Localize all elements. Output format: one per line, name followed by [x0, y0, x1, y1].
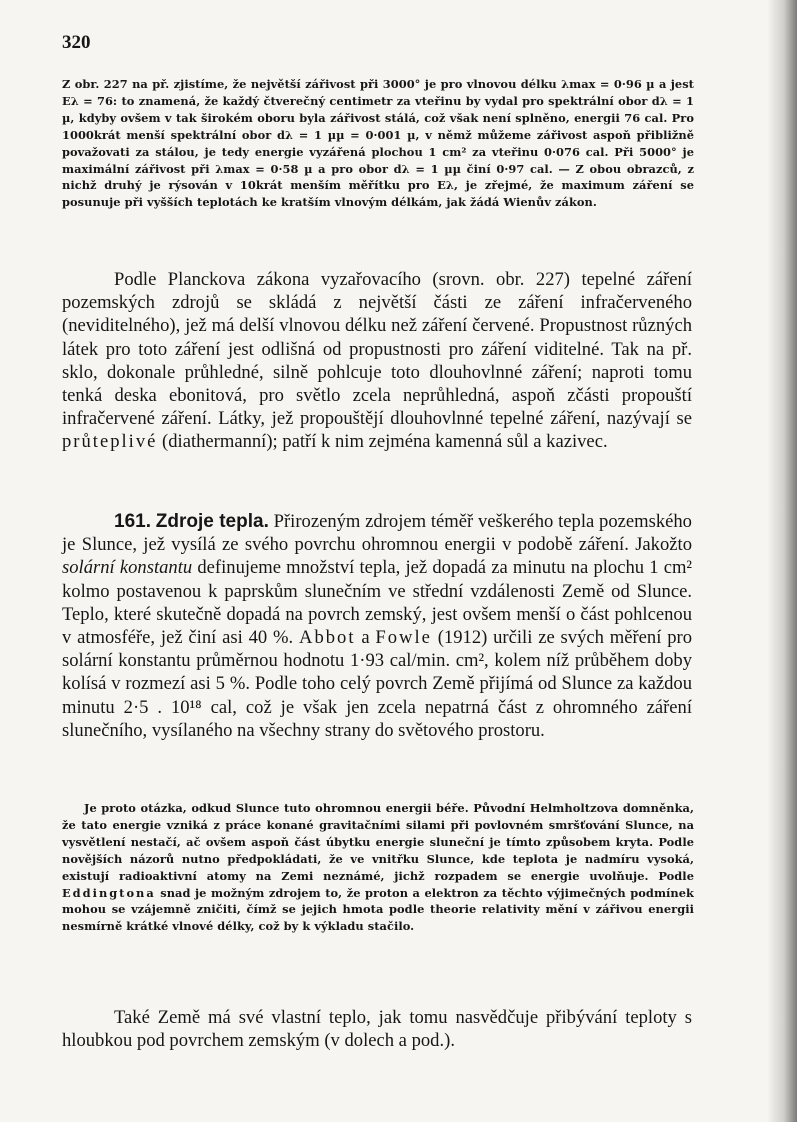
page-binding-shadow	[767, 0, 797, 1122]
planck-text: Podle Planckova zákona vyzařovacího (srovn. obr. 227) tepelné záření pozemských zdrojů se skládá z největší části ze záření infračerveného (neviditelného), jež má delší vlnovou délku než záření červené. Propustnost různých látek pro toto záření jest odlišná od propustnosti pro záření viditelné. Tak na př. sklo, dokonale průhledné, silně pohlcuje toto dlouhovlnné záření; naproti tomu tenká deska ebonitová, pro světlo zcela neprůhledná, aspoň zčásti propouští infračervené záření. Látky, jež propouštějí dlouhovlnné tepelné záření, nazývají se	[62, 269, 692, 430]
section-part3: a	[355, 627, 376, 649]
section-title: Zdroje tepla.	[155, 511, 269, 532]
figure-note-text: Z obr. 227 na př. zjistíme, že největší zářivost při 3000° je pro vlnovou délku λmax = 0·96 µ a jest Eλ = 76: to znamená, že každý čtverečný centimetr za vteřinu by vydal pro spektrální obor dλ = 1 µ, kdyby ovšem v tak širokém oboru byla zářivost stálá, což však není splněno, energii 76 cal. Pro 1000krát menší spektrální obor dλ = 1 µµ = 0·001 µ, v němž můžeme zářivost aspoň přibližně považovati za stálou, je tedy energie vyzářená plochou 1 cm² za vteřinu 0·076 cal. Při 5000° je maximální zářivost při λmax = 0·58 µ a pro obor dλ = 1 µµ činí 0·97 cal. — Z obou obrazců, z nichž druhý je rýsován v 10krát menším měřítku pro Eλ, je zřejmé, že maximum záření se posunuje při vyšších teplotách ke kratším vlnovým délkám, jak žádá Wienův zákon.	[62, 77, 694, 210]
section-part1: Přirozeným zdrojem téměř veškerého tepla pozemského je Slunce, jež vysílá ze svého povrchu ohromnou energii v podobě záření. Jakožto	[62, 511, 692, 556]
note-sun-text	[62, 800, 694, 935]
section-161-text	[62, 510, 692, 742]
page-number: 320	[62, 32, 91, 53]
figure-note	[62, 76, 694, 211]
term-prutepive: průteplivé	[62, 431, 158, 453]
author-fowle: Fowle	[375, 627, 432, 649]
section-part4: (1912) určili ze svých měření pro solární konstantu průměrnou hodnotu 1·93 cal/min. cm², kolem níž průběhem doby kolísá v rozmezí asi 5 %. Podle toho celý povrch Země přijímá od Slunce za každou minutu 2·5 . 10¹⁸ cal, což je však jen zcela nepatrná část z ohromného záření slunečního, vysílaného na všechny strany do světového prostoru.	[62, 627, 692, 741]
author-eddington: Eddingtona	[62, 885, 156, 900]
section-part2: definujeme množství tepla, jež dopadá za minutu na plochu 1 cm² kolmo postavenou k paprskům slunečním ve střední vzdálenosti Země od Slunce. Teplo, které skutečně dopadá na povrch zemský, jest ovšem menší o část pohlcenou v atmosféře, jež činí asi 40 %.	[62, 557, 692, 649]
paragraph-earth-text: Také Země má své vlastní teplo, jak tomu nasvědčuje přibývání teploty s hloubkou pod povrchem zemským (v dolech a pod.).	[62, 1007, 692, 1052]
author-abbot: Abbot	[299, 627, 356, 649]
paragraph-planck-text	[62, 268, 692, 454]
paragraph-planck	[62, 268, 692, 454]
note-sun	[62, 800, 694, 935]
planck-text-end: (diathermanní); patří k nim zejména kamenná sůl a kazivec.	[157, 431, 608, 453]
section-number: 161.	[114, 511, 151, 532]
section-161	[62, 510, 692, 742]
note-part2: snad je možným zdrojem to, že proton a elektron za těchto výjimečných podmínek mohou se vzájemně zničiti, čímž se jejich hmota podle theorie relativity mění v zářivou energii nesmírně krátké vlnové délky, což by k výkladu stačilo.	[62, 885, 694, 934]
note-part1: Je proto otázka, odkud Slunce tuto ohromnou energii béře. Původní Helmholtzova domněnka, že tato energie vzniká z práce konané gravitačními silami při povlovném smršťování Slunce, na vysvětlení nestačí, ač ovšem aspoň část úbytku energie sluneční je tímto způsobem kryta. Podle novějších názorů nutno předpokládati, že ve vnitřku Slunce, kde teplota je nadmíru vysoká, existují radioaktivní atomy na Zemi neznámé, jichž rozpadem se energie uvolňuje. Podle	[62, 801, 694, 883]
term-solarni-konstanta: solární konstantu	[62, 557, 193, 579]
paragraph-earth	[62, 1006, 692, 1052]
